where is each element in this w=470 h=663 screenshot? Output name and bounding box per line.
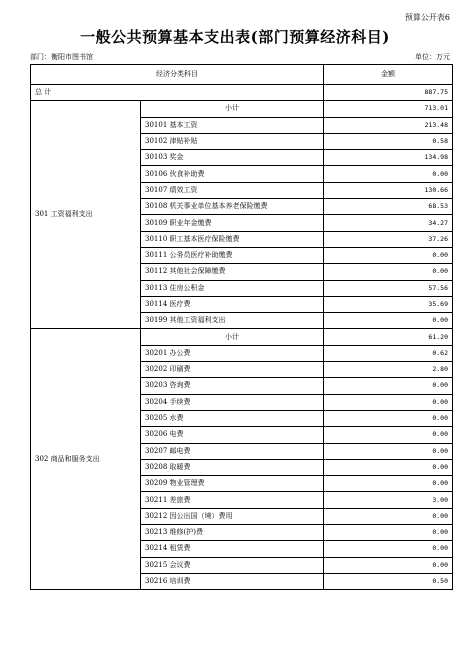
subtotal-value: 61.20 [324, 329, 453, 345]
item-amount: 0.00 [324, 557, 453, 573]
item-amount: 134.98 [324, 150, 453, 166]
item-amount: 0.00 [324, 313, 453, 329]
group-name: 302 商品和服务支出 [31, 329, 141, 590]
item-amount: 0.00 [324, 508, 453, 524]
item-code: 30203 咨询费 [141, 378, 324, 394]
item-code: 30216 培训费 [141, 573, 324, 589]
subtotal-label: 小计 [141, 101, 324, 117]
total-row [31, 85, 453, 101]
item-amount: 0.58 [324, 133, 453, 149]
item-amount: 0.00 [324, 247, 453, 263]
item-code: 30106 伙食补助费 [141, 166, 324, 182]
item-amount: 0.00 [324, 427, 453, 443]
item-amount: 0.00 [324, 525, 453, 541]
page-title: 一般公共预算基本支出表(部门预算经济科目) [80, 28, 390, 46]
item-amount: 130.66 [324, 182, 453, 198]
item-code: 30103 奖金 [141, 150, 324, 166]
item-code: 30109 职业年金缴费 [141, 215, 324, 231]
item-code: 30102 津贴补贴 [141, 133, 324, 149]
subtotal-label: 小计 [141, 329, 324, 345]
item-code: 30204 手续费 [141, 394, 324, 410]
item-amount: 0.00 [324, 394, 453, 410]
item-code: 30112 其他社会保障缴费 [141, 264, 324, 280]
header-category: 经济分类科目 [31, 65, 324, 85]
item-code: 30206 电费 [141, 427, 324, 443]
item-amount: 0.00 [324, 443, 453, 459]
item-code: 30108 机关事业单位基本养老保险缴费 [141, 199, 324, 215]
item-code: 30114 医疗费 [141, 296, 324, 312]
item-amount: 0.00 [324, 410, 453, 426]
item-amount: 0.50 [324, 573, 453, 589]
item-amount: 68.53 [324, 199, 453, 215]
item-code: 30211 差旅费 [141, 492, 324, 508]
item-amount: 0.00 [324, 378, 453, 394]
table-header-row [31, 65, 453, 85]
item-code: 30107 绩效工资 [141, 182, 324, 198]
item-amount: 0.00 [324, 459, 453, 475]
item-amount: 57.56 [324, 280, 453, 296]
subtotal-row [31, 101, 453, 117]
item-code: 30215 会议费 [141, 557, 324, 573]
header-amount: 金额 [324, 65, 453, 85]
item-amount: 37.26 [324, 231, 453, 247]
item-code: 30199 其他工资福利支出 [141, 313, 324, 329]
item-code: 30205 水费 [141, 410, 324, 426]
unit-label: 单位：万元 [415, 53, 450, 61]
item-code: 30113 住房公积金 [141, 280, 324, 296]
item-code: 30208 取暖费 [141, 459, 324, 475]
group-name: 301 工资福利支出 [31, 101, 141, 329]
item-amount: 0.00 [324, 166, 453, 182]
item-code: 30207 邮电费 [141, 443, 324, 459]
subtotal-value: 713.01 [324, 101, 453, 117]
item-code: 30212 因公出国（境）费用 [141, 508, 324, 524]
item-amount: 0.00 [324, 541, 453, 557]
form-number: 预算公开表6 [404, 13, 450, 22]
item-code: 30110 职工基本医疗保险缴费 [141, 231, 324, 247]
subtotal-row [31, 329, 453, 345]
item-code: 30202 印刷费 [141, 362, 324, 378]
item-amount: 35.69 [324, 296, 453, 312]
item-amount: 0.00 [324, 476, 453, 492]
item-code: 30214 租赁费 [141, 541, 324, 557]
item-code: 30201 办公费 [141, 345, 324, 361]
item-amount: 3.00 [324, 492, 453, 508]
item-code: 30111 公务员医疗补助缴费 [141, 247, 324, 263]
item-amount: 34.27 [324, 215, 453, 231]
total-label: 总 计 [31, 85, 324, 101]
item-code: 30213 维修(护)费 [141, 525, 324, 541]
item-amount: 0.00 [324, 264, 453, 280]
item-amount: 213.48 [324, 117, 453, 133]
department-label: 部门：衡阳市图书馆 [30, 53, 93, 61]
item-code: 30209 物业管理费 [141, 476, 324, 492]
item-amount: 0.62 [324, 345, 453, 361]
item-amount: 2.80 [324, 362, 453, 378]
item-code: 30101 基本工资 [141, 117, 324, 133]
budget-table [30, 64, 453, 590]
total-value: 887.75 [324, 85, 453, 101]
